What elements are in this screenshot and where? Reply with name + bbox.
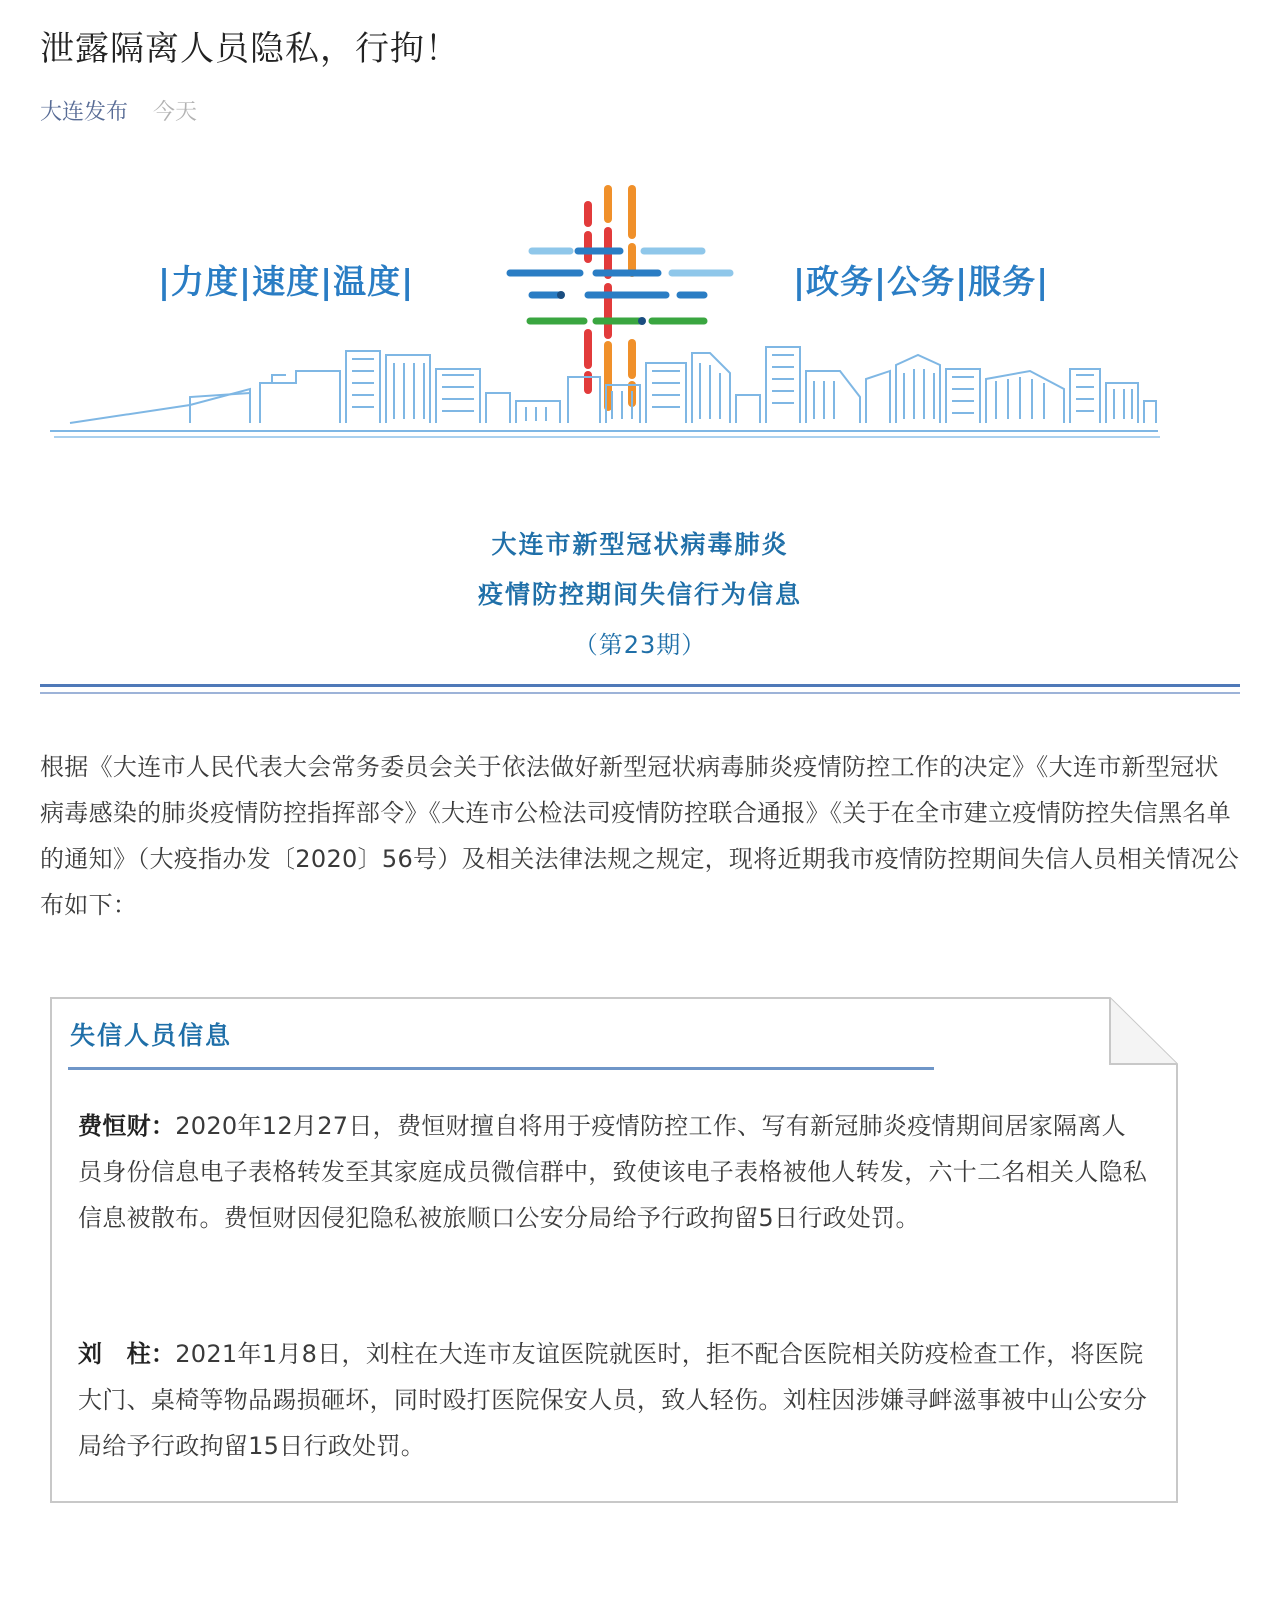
report-heading: [0, 520, 1280, 670]
person-entry: [78, 1331, 1148, 1469]
person-name: 刘 柱：: [78, 1340, 176, 1368]
banner-right-slogan: |政务|公务|服务|: [793, 262, 1050, 301]
report-issue-number: （第23期）: [573, 631, 707, 659]
divider-line-thin: [40, 692, 1240, 694]
intro-paragraph: 根据《大连市人民代表大会常务委员会关于依法做好新型冠状病毒肺炎疫情防控工作的决定》《大连市新型冠状病毒感染的肺炎疫情防控指挥部令》《大连市公检法司疫情防控联合通报》《关于在全市建立疫情防控失信黑名单的通知》（大疫指办发〔2020〕56号）及相关法律法规之规定，现将近期我市疫情防控期间失信人员相关情况公布如下：: [40, 753, 1240, 919]
banner-graphic: [40, 175, 1240, 465]
header-banner: [40, 175, 1240, 465]
publish-date: 今天: [153, 100, 198, 125]
section-divider: [40, 684, 1240, 696]
author-link[interactable]: 大连发布: [40, 100, 129, 125]
dishonest-persons-card: [50, 997, 1178, 1503]
card-title-underline: [68, 1067, 934, 1070]
dalian-logo-icon: [510, 189, 730, 407]
report-heading-line1: 大连市新型冠状病毒肺炎: [491, 530, 789, 559]
card-title: 失信人员信息: [70, 1021, 233, 1050]
article-meta: [40, 98, 197, 128]
article-title: 泄露隔离人员隐私，行拘！: [40, 29, 460, 69]
divider-line-thick: [40, 684, 1240, 687]
person-description: 2020年12月27日，费恒财擅自将用于疫情防控工作、写有新冠肺炎疫情期间居家隔离人员身份信息电子表格转发至其家庭成员微信群中，致使该电子表格被他人转发，六十二名相关人隐私信息被散布。费恒财因侵犯隐私被旅顺口公安分局给予行政拘留5日行政处罚。: [78, 1112, 1148, 1232]
banner-left-slogan: |力度|速度|温度|: [158, 262, 415, 301]
person-entry: [78, 1103, 1148, 1241]
report-heading-line2: 疫情防控期间失信行为信息: [477, 580, 802, 609]
person-description: 2021年1月8日，刘柱在大连市友谊医院就医时，拒不配合医院相关防疫检查工作，将医院大门、桌椅等物品踢损砸坏，同时殴打医院保安人员，致人轻伤。刘柱因涉嫌寻衅滋事被中山公安分局给予行政拘留15日行政处罚。: [78, 1340, 1148, 1460]
person-name: 费恒财：: [78, 1112, 176, 1140]
